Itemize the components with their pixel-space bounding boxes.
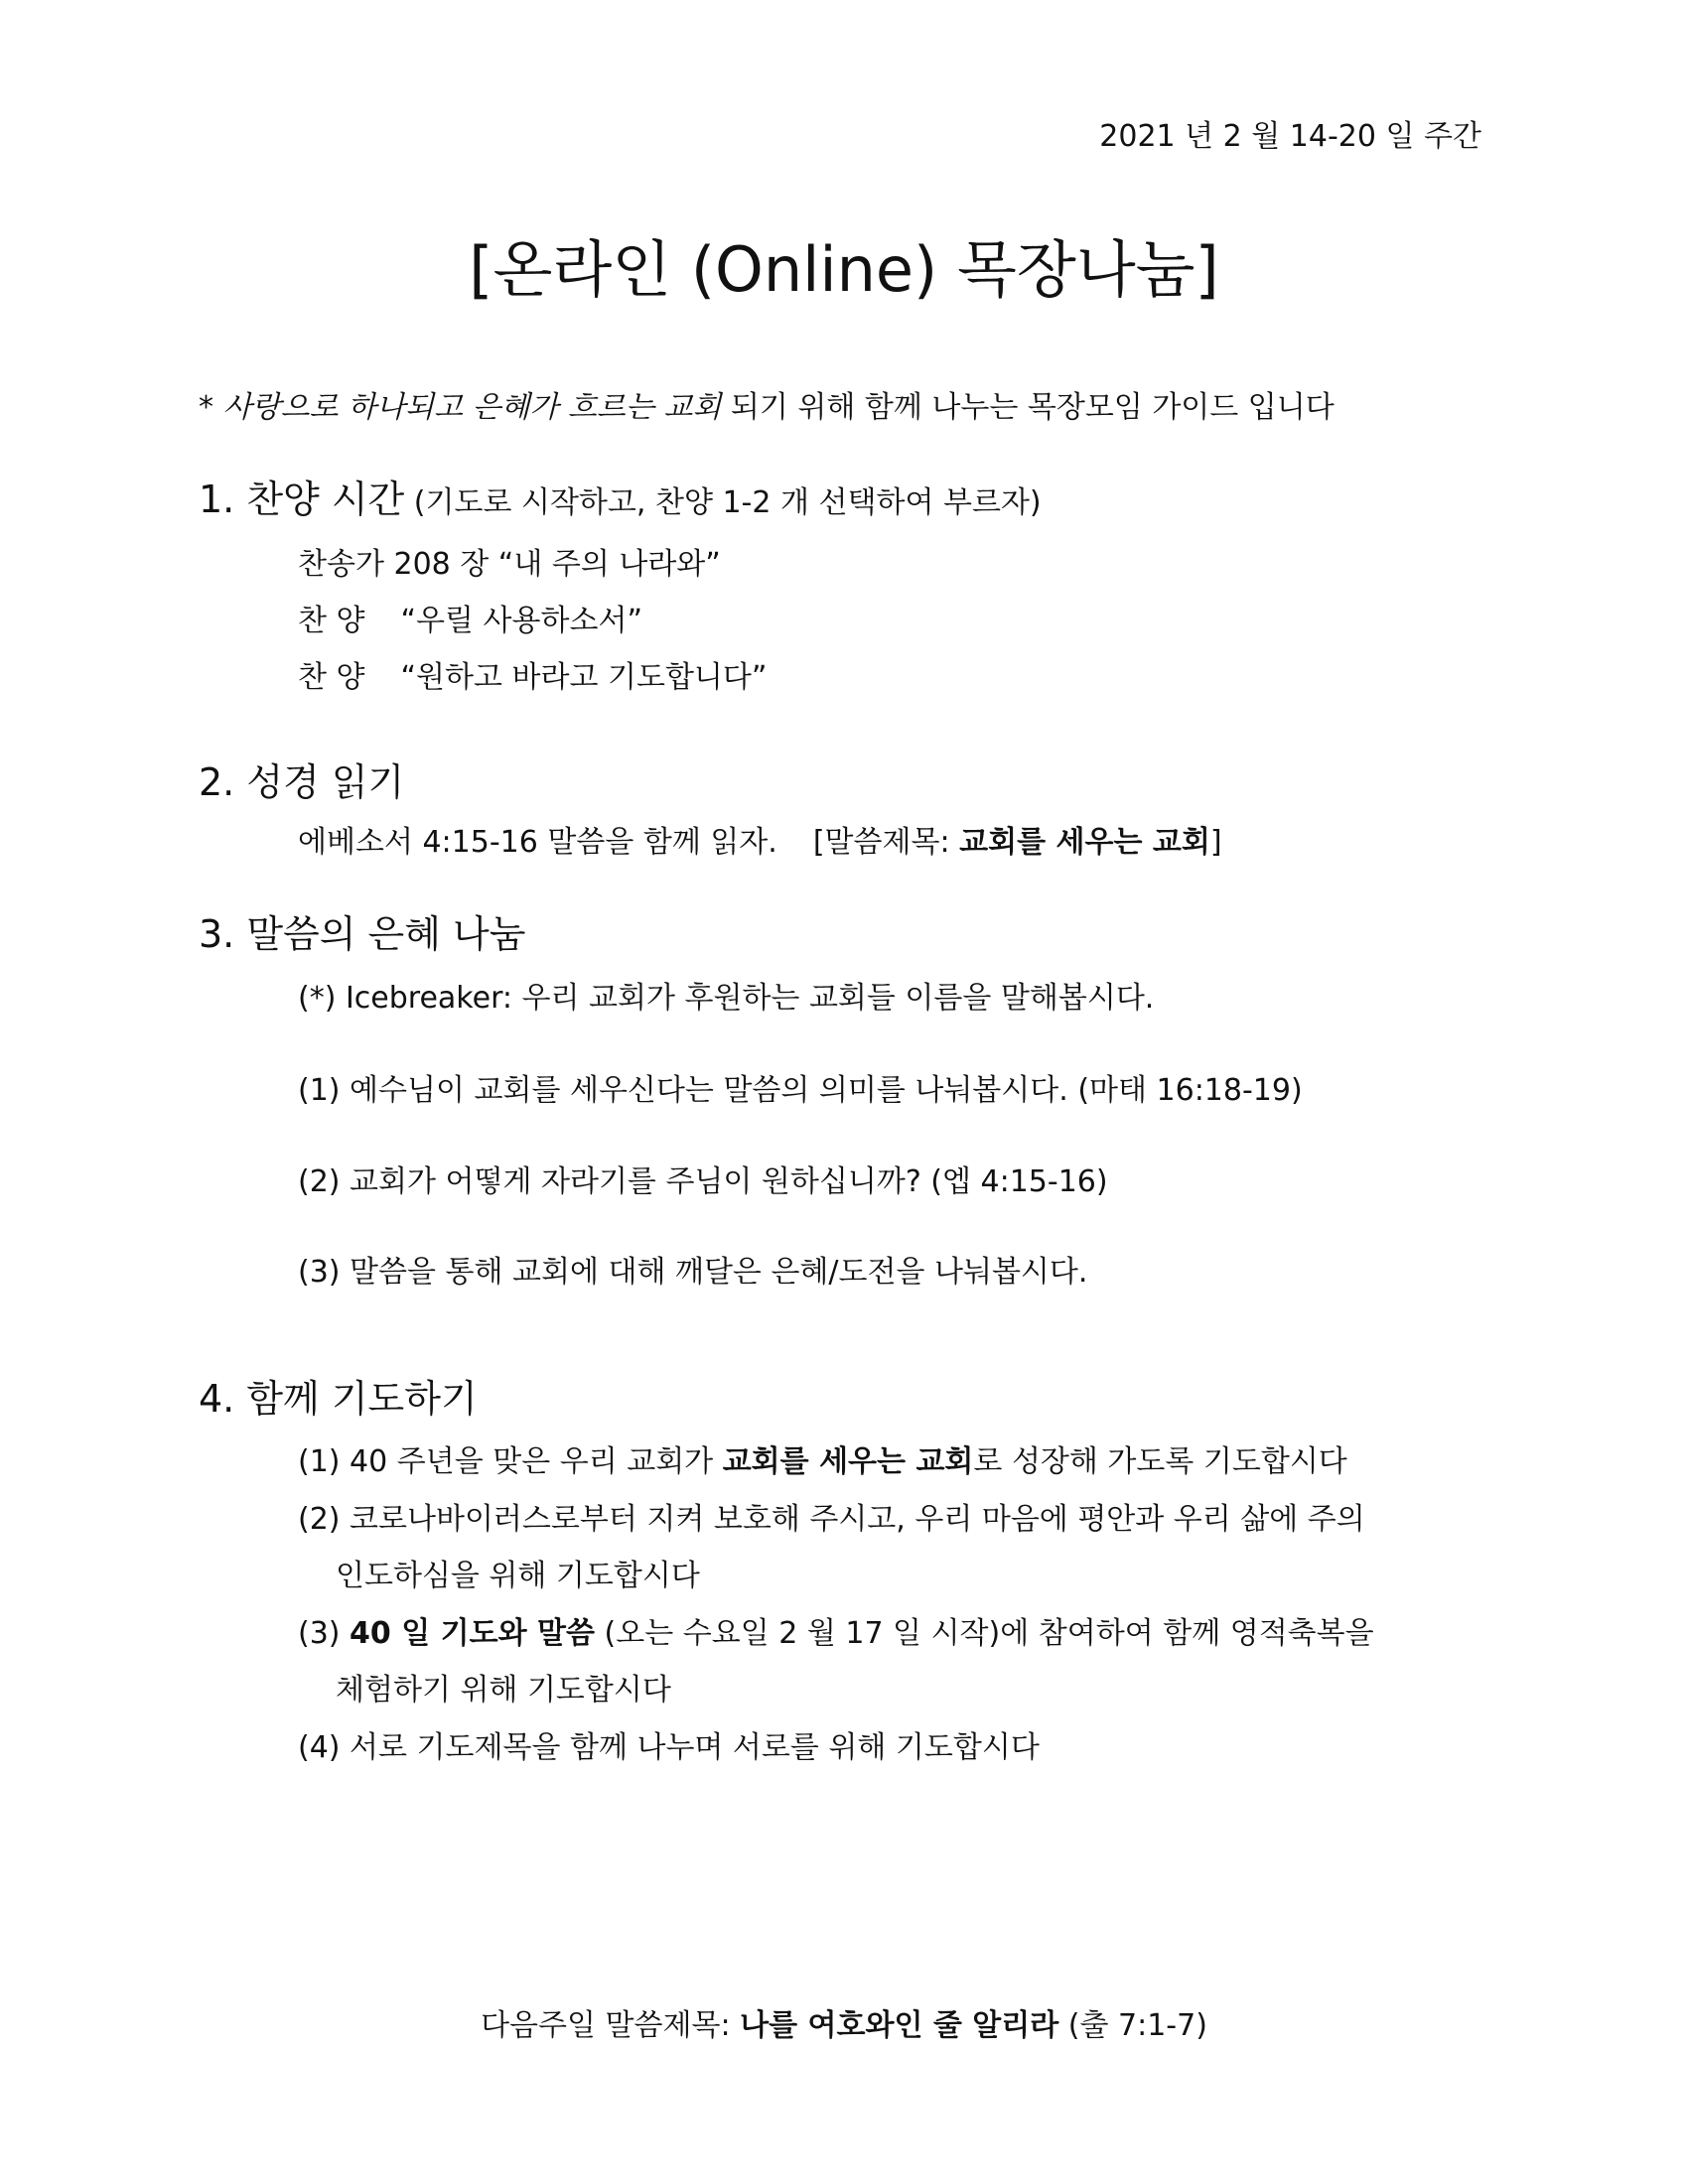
question-1: (1) 예수님이 교회를 세우신다는 말씀의 의미를 나눠봅시다. (마태 16:18-19) [298, 1073, 1303, 1108]
prayer-1 [298, 1436, 1347, 1480]
praise-line-1 [298, 596, 642, 639]
week-date: 2021 년 2 월 14-20 일 주간 [1099, 119, 1481, 154]
intro-rest: 되기 위해 함께 나누는 목장모임 가이드 입니다 [721, 390, 1335, 425]
section-4-heading: 4. 함께 기도하기 [199, 1377, 478, 1421]
section-1-title: 1. 찬양 시간 [199, 478, 405, 521]
section-3-heading: 3. 말씀의 은혜 나눔 [199, 912, 526, 956]
prayer-1-bold: 교회를 세우는 교회 [722, 1444, 974, 1479]
icebreaker-line: (*) Icebreaker: 우리 교회가 후원하는 교회들 이름을 말해봅시다. [298, 981, 1155, 1016]
intro-line [199, 382, 1335, 426]
prayer-3-line-1 [298, 1608, 1374, 1652]
prayer-3-bold: 40 일 기도와 말씀 [350, 1616, 595, 1651]
next-sermon-footer [0, 2000, 1688, 2044]
question-2: (2) 교회가 어떻게 자라기를 주님이 원하십니까? (엡 4:15-16) [298, 1164, 1108, 1199]
page-title: [온라인 (Online) 목장나눔] [469, 233, 1219, 306]
intro-italic: 사랑으로 하나되고 은혜가 흐르는 교회 [222, 390, 722, 425]
praise-song: “우릴 사용하소서” [400, 604, 642, 638]
next-sermon-title: 나를 여호와인 줄 알리라 [740, 2008, 1059, 2043]
praise-song: “원하고 바라고 기도합니다” [400, 660, 768, 695]
hymn-line: 찬송가 208 장 “내 주의 나라와” [298, 547, 721, 582]
prayer-1-pre: (1) 40 주년을 맞은 우리 교회가 [298, 1444, 723, 1479]
intro-star: * [199, 390, 223, 425]
prayer-3-pre: (3) [298, 1616, 351, 1651]
section-1-heading [199, 469, 1042, 523]
section-1-subtitle: (기도로 시작하고, 찬양 1-2 개 선택하여 부르자) [404, 485, 1042, 520]
prayer-3-post: (오는 수요일 2 월 17 일 시작)에 참여하여 함께 영적축복을 [595, 1616, 1374, 1651]
prayer-1-post: 로 성장해 가도록 기도합시다 [973, 1444, 1347, 1479]
question-3: (3) 말씀을 통해 교회에 대해 깨달은 은혜/도전을 나눠봅시다. [298, 1255, 1088, 1290]
prayer-3-line-2: 체험하기 위해 기도합시다 [336, 1673, 671, 1707]
prayer-2-line-1: (2) 코로나바이러스로부터 지켜 보호해 주시고, 우리 마음에 평안과 우리 삶에 주의 [298, 1502, 1365, 1537]
praise-line-2 [298, 652, 767, 696]
prayer-4: (4) 서로 기도제목을 함께 나누며 서로를 위해 기도합시다 [298, 1730, 1040, 1765]
scripture-line [298, 817, 1222, 861]
next-sermon-label: 다음주일 말씀제목: [481, 2008, 741, 2043]
sermon-title: 교회를 세우는 교회 [959, 825, 1210, 860]
next-sermon-ref: (출 7:1-7) [1058, 2008, 1207, 2043]
scripture-text: 에베소서 4:15-16 말씀을 함께 읽자. [298, 825, 777, 860]
prayer-2-line-2: 인도하심을 위해 기도합시다 [336, 1559, 700, 1593]
sermon-bracket-open: [말씀제목: [812, 825, 960, 860]
section-2-heading: 2. 성경 읽기 [199, 760, 405, 804]
sermon-bracket-close: ] [1209, 825, 1222, 860]
praise-label: 찬 양 [298, 660, 365, 695]
praise-label: 찬 양 [298, 604, 365, 638]
